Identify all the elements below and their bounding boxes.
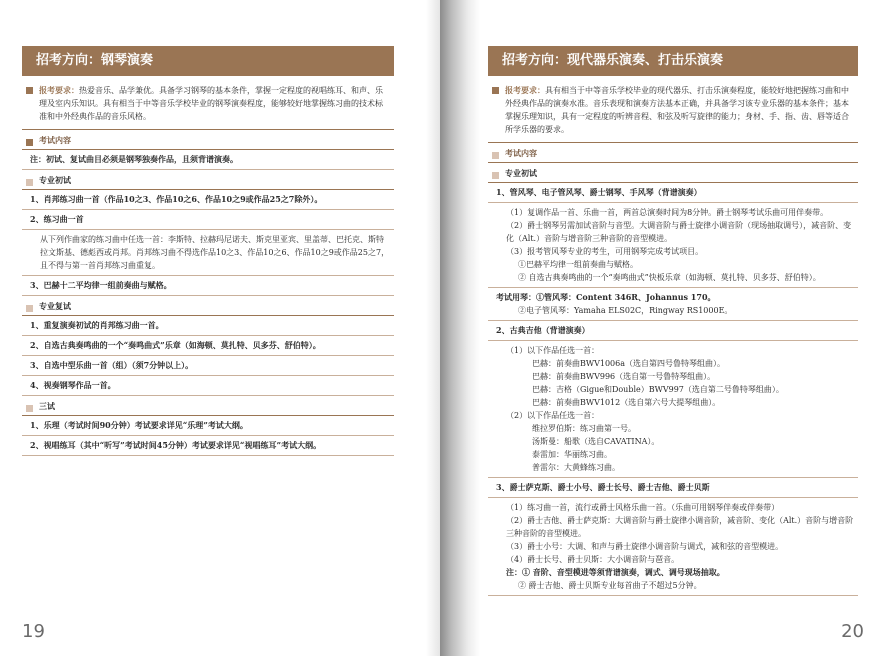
square-bullet-icon: [492, 87, 499, 94]
subsection-title: 2、古典吉他（背谱演奏）: [488, 321, 858, 341]
requirements-text: 具有相当于中等音乐学校毕业的现代器乐、打击乐演奏程度，能较好地把握练习曲和中外经典作品的演奏水准。音乐表现和演奏方法基本正确，并具备学习该专业乐器的基本条件；基本掌握乐理知识，具有一定程度的听辨音程、和弦及听写旋律的能力；身材、手、指、齿、唇等适合所学乐器的要求。: [505, 86, 849, 134]
page-header: 招考方向：现代器乐演奏、打击乐演奏: [488, 46, 858, 76]
square-bullet-icon: [26, 87, 33, 94]
page-number: 19: [22, 621, 45, 642]
subsection-title: 3、爵士萨克斯、爵士小号、爵士长号、爵士吉他、爵士贝斯: [488, 478, 858, 498]
requirements-block: [22, 82, 394, 130]
page-number: 20: [841, 621, 864, 642]
subsection-body: （1）练习曲一首，流行或爵士风格乐曲一首。（乐曲可用钢琴伴奏或伴奏带） （2）爵士吉他、爵士萨克斯：大调音阶与爵士旋律小调音阶，减音阶、变化（Alt.）音阶与增音阶三种音阶的音型模进。 （3）爵士小号：大调、和声与爵士旋律小调音阶与调式，减和弦的音型模进。 （4）爵士长号、爵士贝斯：大小调音阶与琶音。 注：① 音阶、音型模进等须背谱演奏，调式、调号现场抽取。 ② 爵士吉他、爵士贝斯专业每首曲子不超过5分钟。: [488, 498, 858, 596]
note-row: 注：初试、复试曲目必须是钢琴独奏作品，且须背谱演奏。: [22, 150, 394, 170]
section-heading: 三试: [22, 396, 394, 416]
list-item: 1、肖邦练习曲一首（作品10之3、作品10之6、作品10之9或作品25之7除外）。: [22, 190, 394, 210]
square-bullet-icon: [26, 179, 33, 186]
section-heading: 专业初试: [488, 163, 858, 183]
subsection-title: 1、管风琴、电子管风琴、爵士钢琴、手风琴（背谱演奏）: [488, 183, 858, 203]
subsection-body: （1）复调作品一首、乐曲一首，两首总演奏时间为8分钟。爵士钢琴考试乐曲可用伴奏带。 （2）爵士钢琴另需加试音阶与音型。大调音阶与爵士旋律小调音阶（现场抽取调号），减音阶、变化（Alt.）音阶与增音阶三种音阶的音型模进。 （3）报考管风琴专业的考生，可用钢琴完成考试项目。 ①巴赫平均律一组前奏曲与赋格。 ② 自选古典奏鸣曲的一个“奏鸣曲式”快板乐章（如海顿、莫扎特、贝多芬、舒伯特）。: [488, 203, 858, 288]
requirements-label: 报考要求：: [39, 85, 79, 95]
list-item: 3、巴赫十二平均律一组前奏曲与赋格。: [22, 276, 394, 296]
square-bullet-icon: [26, 139, 33, 146]
list-item: 4、视奏钢琴作品一首。: [22, 376, 394, 396]
list-item-detail: 从下列作曲家的练习曲中任选一首：李斯特、拉赫玛尼诺夫、斯克里亚宾、里盖蒂、巴托克、斯特拉文斯基、德彪西或肖邦。肖邦练习曲不得选作品10之3、作品10之6、作品10之9或作品25之7，且不得与第一首肖邦练习曲重复。: [22, 230, 394, 276]
list-item: 1、乐理（考试时间90分钟）考试要求详见“乐理”考试大纲。: [22, 416, 394, 436]
left-content: [22, 82, 394, 456]
square-bullet-icon: [492, 172, 499, 179]
square-bullet-icon: [492, 152, 499, 159]
list-item: 2、自选古典奏鸣曲的一个“奏鸣曲式”乐章（如海顿、莫扎特、贝多芬、舒伯特）。: [22, 336, 394, 356]
section-heading: 考试内容: [488, 143, 858, 163]
subsection-body: （1）以下作品任选一首： 巴赫：前奏曲BWV1006a（选自第四号鲁特琴组曲）。 巴赫：前奏曲BWV996（选自第一号鲁特琴组曲）。 巴赫：吉格（Gigue和Double）BWV997（选自第二号鲁特琴组曲）。 巴赫：前奏曲BWV1012（选自第六号大提琴组曲）。 （2）以下作品任选一首： 维拉罗伯斯：练习曲第一号。 汤斯曼：船歌（选自CAVATINA）。 泰雷加：华丽练习曲。 普雷尔：大黄蜂练习曲。: [488, 341, 858, 478]
section-heading: 专业初试: [22, 170, 394, 190]
instrument-info: 考试用琴：①管风琴：Content 346R、Johannus 170。 ②电子管风琴：Yamaha ELS02C，Ringway RS1000E。: [488, 288, 858, 321]
section-heading: 考试内容: [22, 130, 394, 150]
requirements-text: 热爱音乐、品学兼优。具备学习钢琴的基本条件，掌握一定程度的视唱练耳、和声、乐理及室内乐知识。具有相当于中等音乐学校毕业的钢琴演奏程度，能够较好地掌握练习曲的技术标准和中外经典作品的音乐风格。: [39, 86, 383, 121]
requirements-block: [488, 82, 858, 143]
list-item: 1、重复演奏初试的肖邦练习曲一首。: [22, 316, 394, 336]
requirements-label: 报考要求：: [505, 85, 545, 95]
section-heading: 专业复试: [22, 296, 394, 316]
list-item: 2、练习曲一首: [22, 210, 394, 230]
right-page: [440, 0, 880, 656]
right-content: [488, 82, 858, 596]
square-bullet-icon: [26, 305, 33, 312]
list-item: 3、自选中型乐曲一首（组）（须7分钟以上）。: [22, 356, 394, 376]
square-bullet-icon: [26, 405, 33, 412]
page-header: 招考方向：钢琴演奏: [22, 46, 394, 76]
list-item: 2、视唱练耳（其中“听写”考试时间45分钟）考试要求详见“视唱练耳”考试大纲。: [22, 436, 394, 456]
